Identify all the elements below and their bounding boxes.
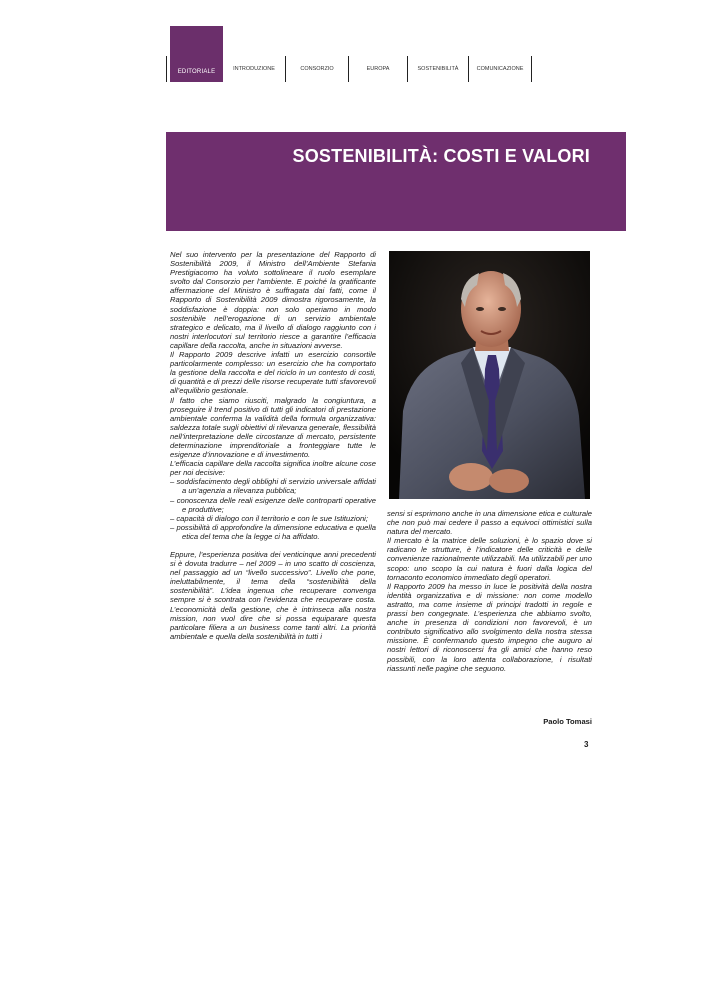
list-item: – possibilità di approfondire la dimensione educativa e quella etica del tema che la legge ci ha affidato.	[170, 522, 376, 541]
list-item: – conoscenza delle reali esigenze delle contropartі operative e produttive;	[170, 495, 376, 514]
paragraph: Il Rapporto 2009 ha messo in luce le positività della nostra identità organizzativa e di missione: non come modello astratto, ma come insieme di principi tradotti in regole e prassi ben congegnate. L’esperienza che abbiamo svolto, anche in presenza di condizioni non favorevoli, è un contributo significativo allo svolgimento della nostra stessa missione. È confermando questo impegno che auguro ai nostri lettori di riconoscersi fra gli amici che hanno reso possibili, con la loro attenta collaborazione, i risultati riassunti nelle pagine che seguono.	[387, 581, 592, 673]
signature: Paolo Tomasi	[543, 717, 592, 726]
paragraph: sensi si esprimono anche in una dimensione etica e culturale che non può mai cedere il passo a equivoci ottimistici sulla natura del mercato.	[387, 509, 592, 537]
paragraph: Il Rapporto 2009 descrive infatti un esercizio consortile particolarmente complesso: un esercizio che ha comportato la gestione della raccolta e del riciclo in un contesto di costi, di quantità e di prezzi delle risorse recuperate tutti sfavorevoli all’equilibrio gestionale.	[170, 350, 376, 396]
tab-consorzio[interactable]: CONSORZIO	[286, 56, 349, 82]
paragraph: Il mercato è la matrice delle soluzioni, è lo spazio dove si radicano le strutture, è l’indicatore delle criticità e delle convenienze razionalmente utilizzabili. Ma utilizzabili per uno scopo: uno scopo la cui natura è fuori dalla logica del tornaconto economico immediato degli operatori.	[387, 536, 592, 582]
portrait-image	[389, 251, 590, 499]
tab-editoriale-label: EDITORIALE	[177, 69, 216, 75]
page-number: 3	[584, 740, 589, 749]
tab-editoriale[interactable]	[170, 26, 223, 82]
list-item: – capacità di dialogo con il territorio e con le sue Istituzioni;	[170, 513, 368, 523]
tab-introduzione[interactable]: INTRODUZIONE	[223, 56, 286, 82]
tab-comunicazione[interactable]: COMUNICAZIONE	[469, 56, 532, 82]
paragraph: Eppure, l’esperienza positiva dei venticinque anni precedenti si è dovuta tradurre – nel 2009 – in uno scatto di coscienza, nel passaggio ad un “livello successivo”. Livello che pone, ineluttabilmente, il tema della “sostenibilità della sostenibilità”. L’idea ingenua che recuperare convenga sempre si è scontrata con l’evidenza che recuperare costa. L’economicità della gestione, che è intrinseca alla nostra mission, non vuol dire che si possa equiparare questa particolare filiera a un business come tanti altri. La priorità ambientale e quella della sostenibilità in tutti i	[170, 550, 376, 641]
tab-sostenibilita[interactable]: SOSTENIBILITÀ	[408, 56, 469, 82]
paragraph: L’efficacia capillare della raccolta significa inoltre alcune cose per noi decisive:	[170, 459, 376, 478]
bullet-list	[170, 477, 376, 541]
paragraph: Nel suo intervento per la presentazione del Rapporto di Sostenibilità 2009, il Ministro dell’Ambiente Stefania Prestigiacomo ha voluto sottolineare il ruolo esemplare svolto dal Consorzio per l’ambiente. E poiché la gratificante affermazione del Ministro è suffragata dai fatti, come il Rapporto di Sostenibilità 2009 dimostra rigorosamente, la soddisfazione è doppia: non solo operiamo in modo sostenibile nell’erogazione di un servizio ambientale strategico e delicato, ma il livello di dialogo raggiunto con i nostri interlocutori sul territorio riesce a garantire l’efficacia capillare della raccolta, anche in situazioni avverse.	[170, 250, 376, 350]
paragraph: Il fatto che siamo riusciti, malgrado la congiuntura, a proseguire il trend positivo di tutti gli indicatori di prestazione ambientale conferma la validità della formula organizzativa: saldezza totale sugli obiettivi di rilevanza generale, flessibilità nell’interpretazione delle circostanze di mercato, persistente determinazione imprenditoriale a fronteggiare tutte le esigenze d’innovazione e di investimento.	[170, 395, 376, 460]
left-text-column	[170, 250, 376, 641]
nav-divider	[166, 56, 167, 82]
portrait-photo	[389, 251, 590, 499]
title-banner	[166, 132, 626, 231]
list-item: – soddisfacimento degli obblighi di servizio universale affidati a un’agenzia a rilevanza pubblica;	[170, 477, 376, 496]
tab-europa[interactable]: EUROPA	[349, 56, 408, 82]
right-text-column	[387, 509, 592, 673]
page-title: SOSTENIBILITÀ: COSTI E VALORI	[292, 146, 590, 166]
